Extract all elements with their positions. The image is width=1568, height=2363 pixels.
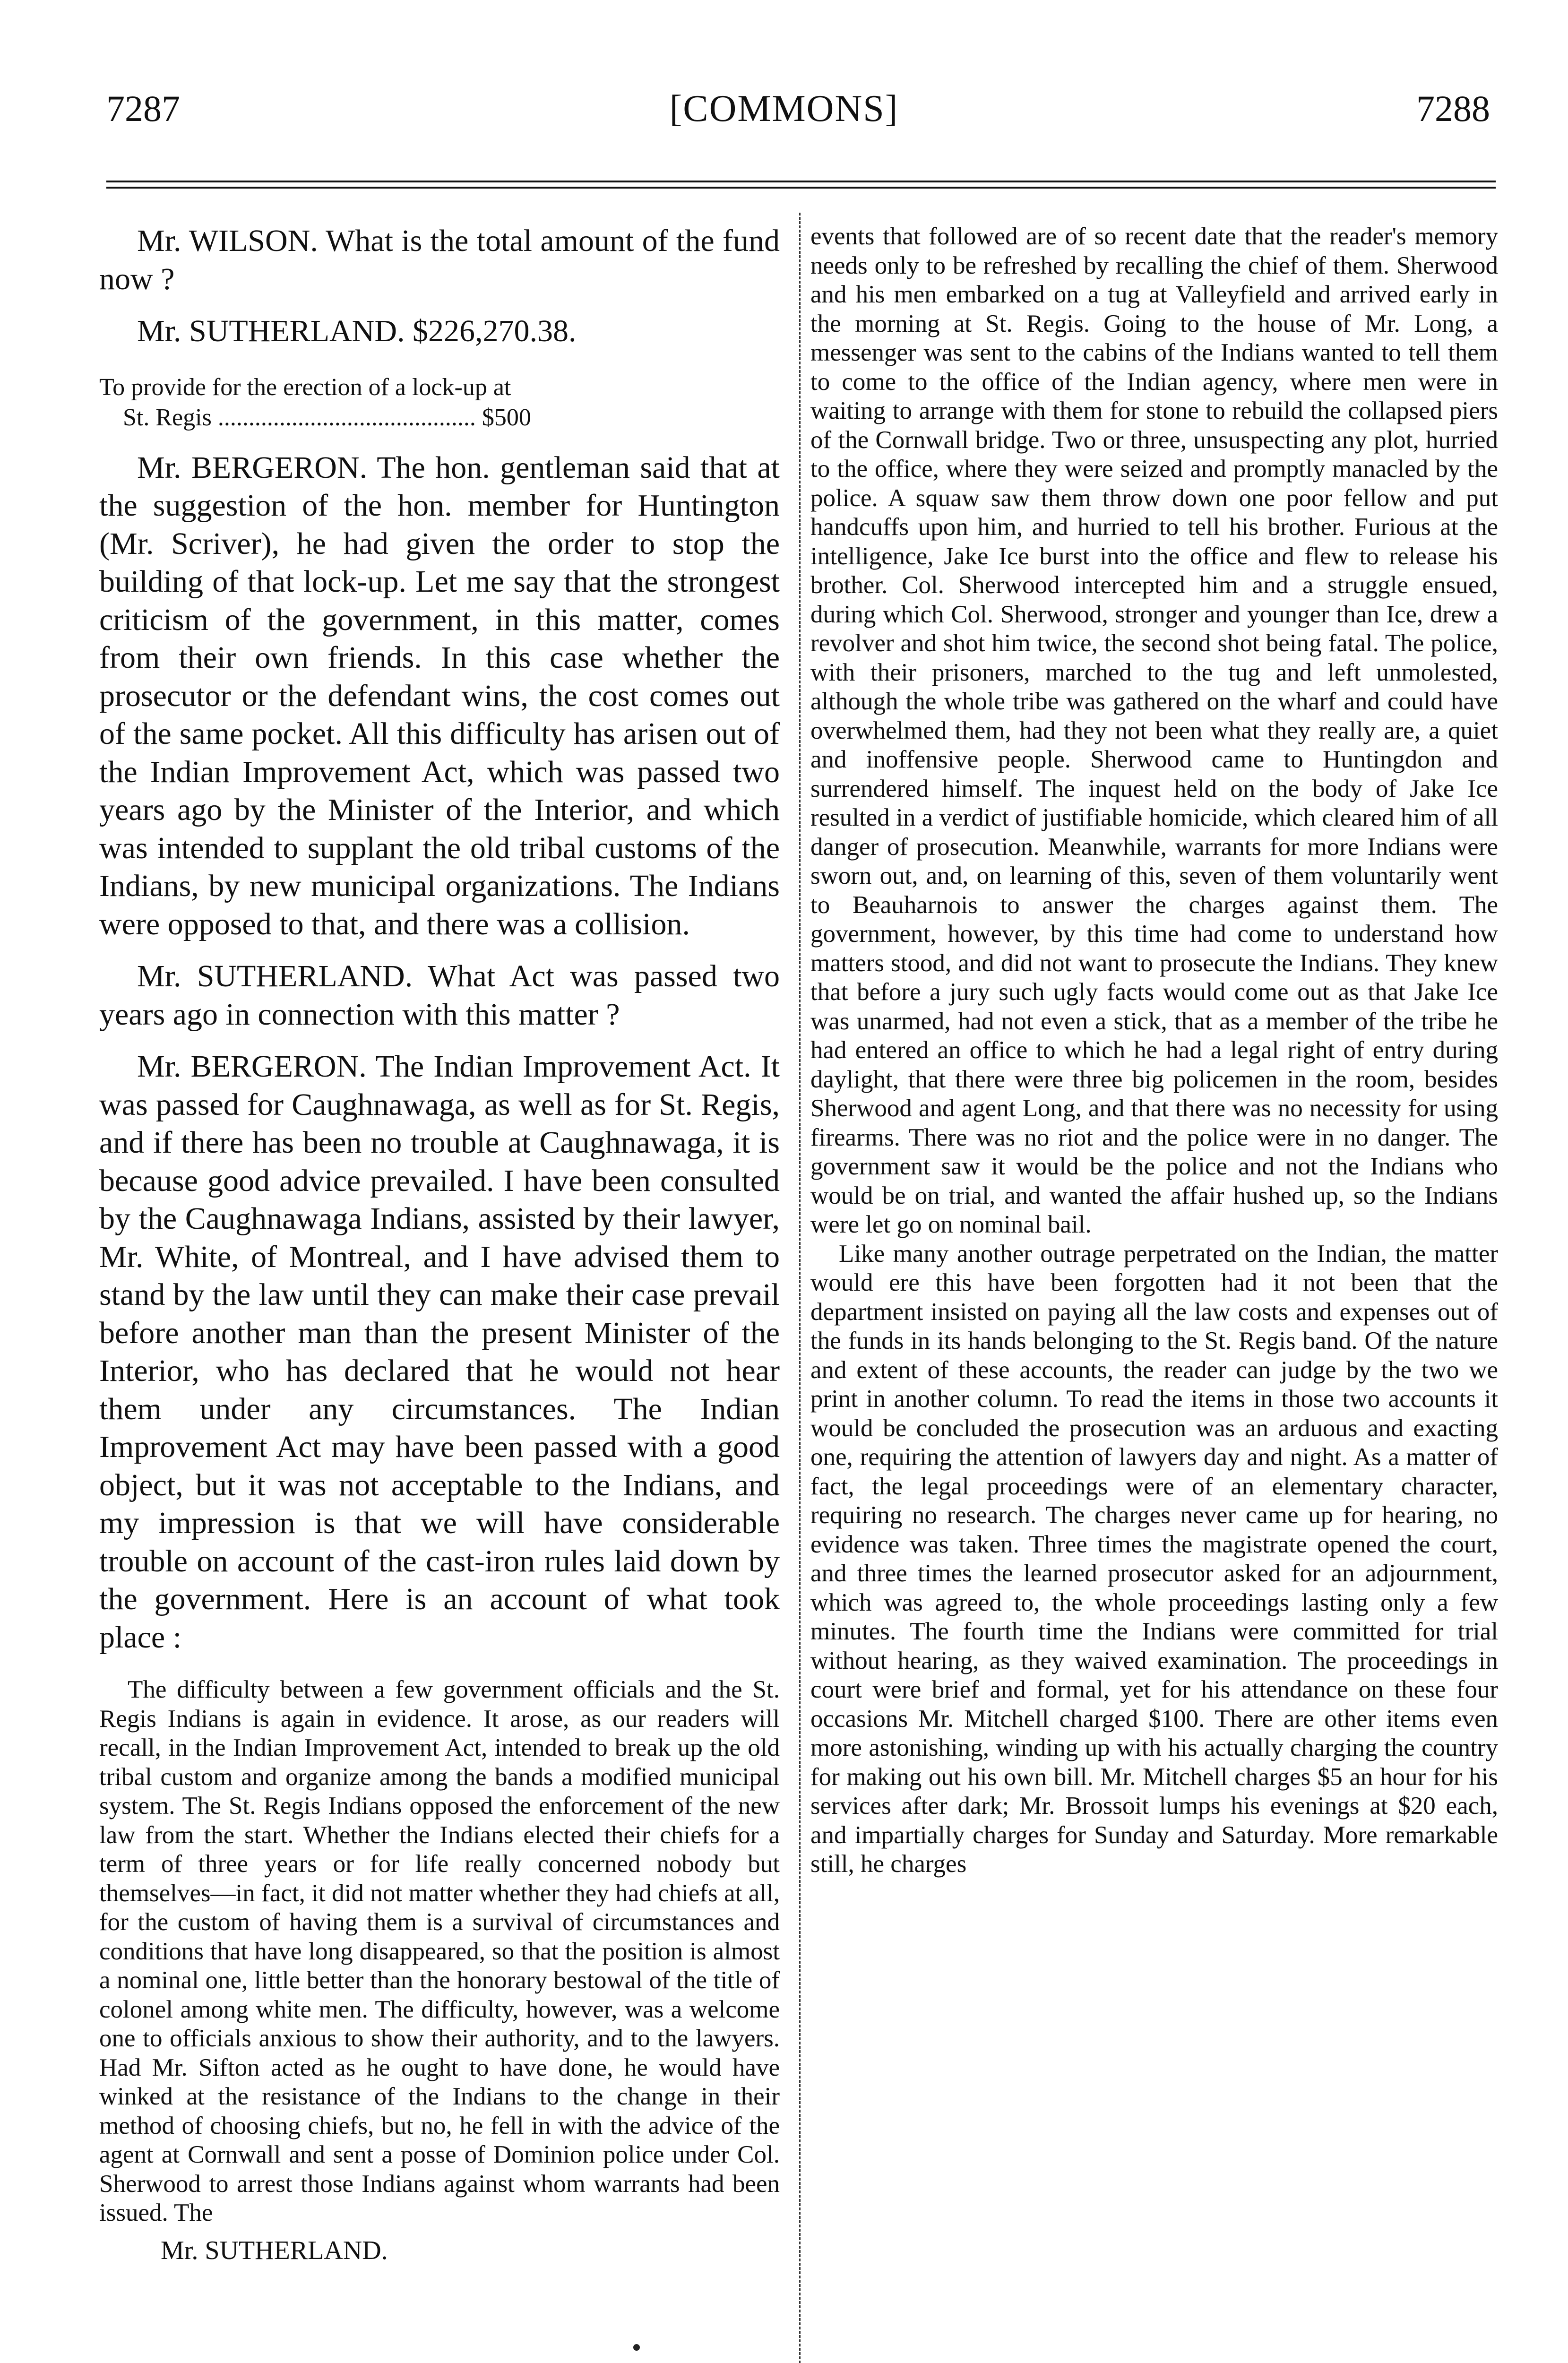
header-rule-bottom bbox=[106, 187, 1496, 189]
speech-bergeron-1: Mr. BERGERON. The hon. gentleman said that at the suggestion of the hon. member for Huntington (Mr. Scriver), he had given the order to stop the building of that lock-up. Let me say that the strongest criticism of the government, in this matter, comes from their own friends. In this case whether the prosecutor or the defendant wins, the cost comes out of the same pocket. All this difficulty has arisen out of the Indian Improvement Act, which was passed two years ago by the Minister of the Interior, and which was intended to supplant the old tribal customs of the Indians, by new municipal organizations. The Indians were opposed to that, and there was a collision. bbox=[99, 450, 780, 941]
vote-item bbox=[99, 372, 780, 433]
vote-item-text: To provide for the erection of a lock-up at bbox=[99, 373, 511, 401]
column-divider bbox=[799, 213, 801, 2363]
speech-sutherland-amount: Mr. SUTHERLAND. $226,270.38. bbox=[137, 314, 577, 348]
page-header bbox=[0, 87, 1568, 144]
right-column bbox=[810, 222, 1498, 1879]
vote-item-amount: St. Regis .......................................... $500 bbox=[123, 404, 531, 431]
quote-continued-2: Like many another outrage perpetrated on the Indian, the matter would ere this have been forgotten had it not been that the department insisted on paying all the law costs and expenses out of the funds in its hands belonging to the St. Regis band. Of the nature and extent of these accounts, the reader can judge by the two we print in another column. To read the items in those two accounts it would be concluded the prosecution was an arduous and exacting one, requiring the attention of lawyers day and night. As a matter of fact, the legal proceedings were of an elementary character, requiring no research. The charges never came up for hearing, no evidence was taken. Three times the magistrate opened the court, and three times the learned prosecutor asked for an adjournment, which was agreed to, the whole proceedings lasting only a few minutes. The fourth time the Indians were committed for trial without hearing, as they waived examination. The proceedings in court were brief and formal, yet for his attendance on these four occasions Mr. Mitchell charged $100. There are other items even more astonishing, winding up with his actually charging the country for making out his own bill. Mr. Mitchell charges $5 an hour for his services after dark; Mr. Brossoit lumps his evenings at $20 each, and impartially charges for Sunday and Saturday. More remarkable still, he charges bbox=[810, 1240, 1498, 1878]
header-rule-top bbox=[106, 181, 1496, 182]
page-dot bbox=[633, 2344, 640, 2351]
page-number-right: 7288 bbox=[1416, 88, 1490, 129]
speech-wilson: Mr. WILSON. What is the total amount of the fund now ? bbox=[99, 224, 780, 296]
speech-bergeron-2: Mr. BERGERON. The Indian Improvement Act. It was passed for Caughnawaga, as well as for St. Regis, and if there has been no trouble at Caughnawaga, it is because good advice prevailed. I have been consulted by the Caughnawaga Indians, assisted by their lawyer, Mr. White, of Montreal, and I have advised them to stand by the law until they can make their case prevail before another man than the present Minister of the Interior, who has declared that he would not hear them under any circumstances. The Indian Improvement Act may have been passed with a good object, but it was not acceptable to the Indians, and my impression is that we will have considerable trouble on account of the cast-iron rules laid down by the government. Here is an account of what took place : bbox=[99, 1049, 780, 1655]
quoted-newspaper-account: The difficulty between a few government officials and the St. Regis Indians is again in evidence. It arose, as our readers will recall, in the Indian Improvement Act, intended to break up the old tribal custom and organize among the bands a modified municipal system. The St. Regis Indians opposed the enforcement of the new law from the start. Whether the Indians elected their chiefs for a term of three years or for life really concerned nobody but themselves—in fact, it did not matter whether they had chiefs at all, for the custom of having them is a survival of circumstances and conditions that have long disappeared, so that the position is almost a nominal one, little better than the honorary bestowal of the title of colonel among white men. The difficulty, however, was a welcome one to officials anxious to show their authority, and to the lawyers. Had Mr. Sifton acted as he ought to have done, he would have winked at the resistance of the Indians to the change in their method of choosing chiefs, but no, he fell in with the advice of the agent at Cornwall and sent a posse of Dominion police under Col. Sherwood to arrest those Indians against whom warrants had been issued. The bbox=[99, 1676, 780, 2226]
speaker-sutherland-last: Mr. SUTHERLAND. bbox=[161, 2235, 388, 2265]
quote-continued-1: events that followed are of so recent date that the reader's memory needs only to be refreshed by recalling the chief of them. Sherwood and his men embarked on a tug at Valleyfield and arrived early in the morning at St. Regis. Going to the house of Mr. Long, a messenger was sent to the cabins of the Indians wanted to tell them to come to the office of the Indian agency, where men were in waiting to arrange with them for stone to rebuild the collapsed piers of the Cornwall bridge. Two or three, unsuspecting any plot, hurried to the office, where they were seized and promptly manacled by the police. A squaw saw them throw down one poor fellow and put handcuffs upon him, and hurried to tell his brother. Furious at the intelligence, Jake Ice burst into the office and flew to release his brother. Col. Sherwood intercepted him and a struggle ensued, during which Col. Sherwood, stronger and younger than Ice, drew a revolver and shot him twice, the second shot being fatal. The police, with their prisoners, marched to the tug and left unmolested, although the whole tribe was gathered on the wharf and could have overwhelmed them, had they not been what they really are, a quiet and inoffensive people. Sherwood came to Huntingdon and surrendered himself. The inquest held on the body of Jake Ice resulted in a verdict of justifiable homicide, which cleared him of all danger of prosecution. Meanwhile, warrants for more Indians were sworn out, and, on learning of this, seven of them voluntarily went to Beauharnois to answer the charges against them. The government, however, by this time had come to understand how matters stood, and did not want to prosecute the Indians. They knew that before a jury such ugly facts would come out as that Jake Ice was unarmed, had not even a stick, that as a member of the tribe he had entered an office to which he had a legal right of entry during daylight, that there were three big policemen in the room, besides Sherwood and agent Long, and that there was no necessity for using firearms. There was no riot and the police were in no danger. The government saw it would be the police and not the Indians who would be on trial, and wanted the affair hushed up, so the Indians were let go on nominal bail. bbox=[810, 223, 1498, 1238]
speech-sutherland-question: Mr. SUTHERLAND. What Act was passed two years ago in connection with this matter ? bbox=[99, 959, 780, 1032]
page-number-left: 7287 bbox=[106, 88, 180, 129]
left-column bbox=[99, 222, 780, 2266]
running-title: [COMMONS] bbox=[669, 88, 899, 129]
